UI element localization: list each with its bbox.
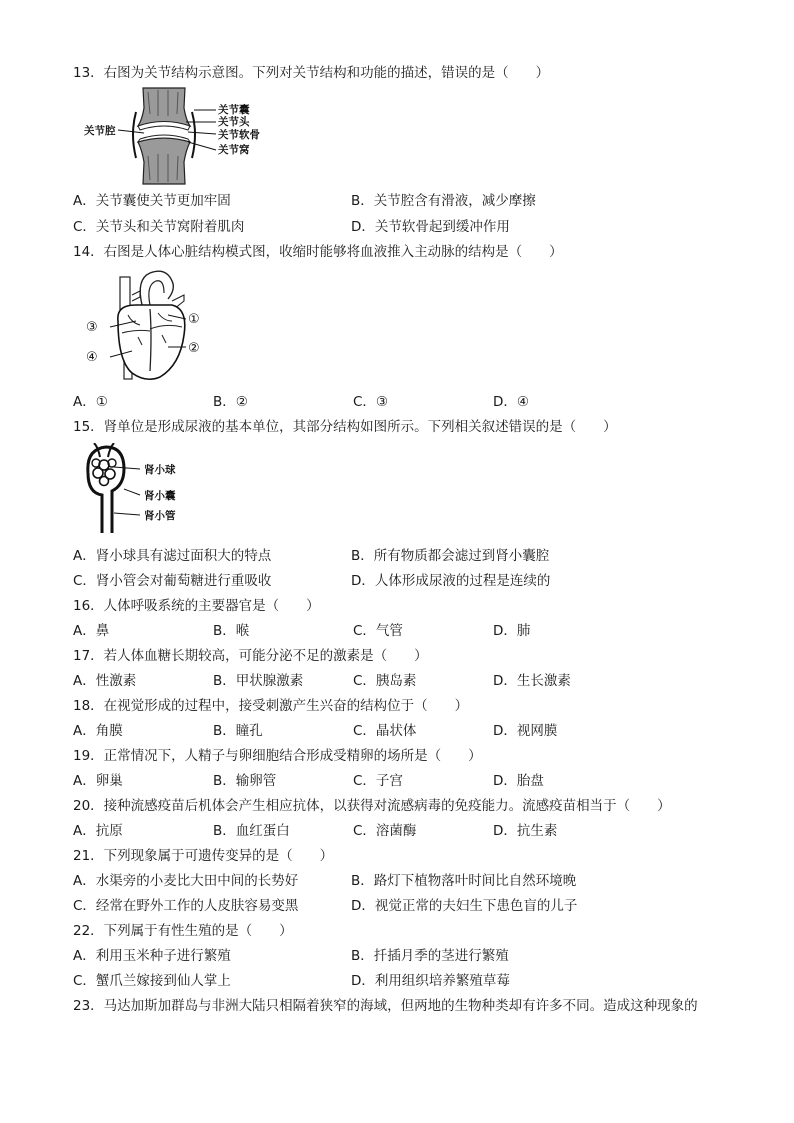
q18-option-d[interactable]: D．视网膜 xyxy=(493,723,558,739)
label-renal-capsule: 肾小囊 xyxy=(144,490,176,502)
label-joint-head: 关节头 xyxy=(218,116,250,128)
joint-structure-diagram xyxy=(80,86,280,186)
question-17-stem: 17．若人体血糖长期较高，可能分泌不足的激素是（ ） xyxy=(73,648,428,664)
q18-option-b[interactable]: B．瞳孔 xyxy=(213,723,263,739)
q15-option-b[interactable]: B．所有物质都会滤过到肾小囊腔 xyxy=(351,548,550,564)
q14-option-c[interactable]: C．③ xyxy=(353,394,389,410)
q22-option-c[interactable]: C．蟹爪兰嫁接到仙人掌上 xyxy=(73,973,231,989)
q20-option-c[interactable]: C．溶菌酶 xyxy=(353,823,417,839)
q18-option-a[interactable]: A．角膜 xyxy=(73,723,123,739)
q14-option-a[interactable]: A．① xyxy=(73,394,108,410)
q20-option-b[interactable]: B．血红蛋白 xyxy=(213,823,290,839)
q22-option-d[interactable]: D．利用组织培养繁殖草莓 xyxy=(351,973,510,989)
question-13-stem: 13．右图为关节结构示意图。下列对关节结构和功能的描述，错误的是（ ） xyxy=(73,65,550,81)
label-glomerulus: 肾小球 xyxy=(144,464,176,476)
q19-option-a[interactable]: A．卵巢 xyxy=(73,773,123,789)
q13-option-c[interactable]: C．关节头和关节窝附着肌肉 xyxy=(73,219,245,235)
heart-structure-diagram xyxy=(80,265,210,385)
question-21-stem: 21．下列现象属于可遗传变异的是（ ） xyxy=(73,848,334,864)
q20-option-d[interactable]: D．抗生素 xyxy=(493,823,558,839)
q16-option-b[interactable]: B．喉 xyxy=(213,623,250,639)
label-joint-cavity: 关节腔 xyxy=(84,125,116,137)
label-joint-cartilage: 关节软骨 xyxy=(218,129,260,141)
label-joint-capsule: 关节囊 xyxy=(218,104,250,116)
q22-option-b[interactable]: B．扦插月季的茎进行繁殖 xyxy=(351,948,509,964)
question-18-stem: 18．在视觉形成的过程中，接受刺激产生兴奋的结构位于（ ） xyxy=(73,698,469,714)
question-19-stem: 19．正常情况下，人精子与卵细胞结合形成受精卵的场所是（ ） xyxy=(73,748,482,764)
q17-option-a[interactable]: A．性激素 xyxy=(73,673,137,689)
label-1: ① xyxy=(188,312,200,327)
q16-option-a[interactable]: A．鼻 xyxy=(73,623,110,639)
label-3: ③ xyxy=(86,320,98,335)
q21-option-b[interactable]: B．路灯下植物落叶时间比自然环境晚 xyxy=(351,873,577,889)
q16-option-d[interactable]: D．肺 xyxy=(493,623,531,639)
label-2: ② xyxy=(188,341,200,356)
label-renal-tubule: 肾小管 xyxy=(144,510,176,522)
question-16-stem: 16．人体呼吸系统的主要器官是（ ） xyxy=(73,598,320,614)
q19-option-c[interactable]: C．子宫 xyxy=(353,773,403,789)
q14-option-d[interactable]: D．④ xyxy=(493,394,529,410)
q16-option-c[interactable]: C．气管 xyxy=(353,623,403,639)
question-22-stem: 22．下列属于有性生殖的是（ ） xyxy=(73,923,293,939)
question-14-stem: 14．右图是人体心脏结构模式图，收缩时能够将血液推入主动脉的结构是（ ） xyxy=(73,244,563,260)
question-23-stem: 23．马达加斯加群岛与非洲大陆只相隔着狭窄的海域，但两地的生物种类却有许多不同。造成这种现象的 xyxy=(73,998,698,1014)
q17-option-b[interactable]: B．甲状腺激素 xyxy=(213,673,304,689)
q13-option-b[interactable]: B．关节腔含有滑液，减少摩擦 xyxy=(351,193,536,209)
label-4: ④ xyxy=(86,350,98,365)
q21-option-a[interactable]: A．水渠旁的小麦比大田中间的长势好 xyxy=(73,873,299,889)
q14-option-b[interactable]: B．② xyxy=(213,394,248,410)
label-joint-socket: 关节窝 xyxy=(218,144,250,156)
q18-option-c[interactable]: C．晶状体 xyxy=(353,723,417,739)
q19-option-d[interactable]: D．胎盘 xyxy=(493,773,544,789)
q22-option-a[interactable]: A．利用玉米种子进行繁殖 xyxy=(73,948,231,964)
q15-option-a[interactable]: A．肾小球具有滤过面积大的特点 xyxy=(73,548,272,564)
q17-option-c[interactable]: C．胰岛素 xyxy=(353,673,417,689)
q21-option-d[interactable]: D．视觉正常的夫妇生下患色盲的儿子 xyxy=(351,898,578,914)
q20-option-a[interactable]: A．抗原 xyxy=(73,823,123,839)
q21-option-c[interactable]: C．经常在野外工作的人皮肤容易变黑 xyxy=(73,898,299,914)
question-20-stem: 20．接种流感疫苗后机体会产生相应抗体，以获得对流感病毒的免疫能力。流感疫苗相当于（ ） xyxy=(73,798,671,814)
q15-option-d[interactable]: D．人体形成尿液的过程是连续的 xyxy=(351,573,551,589)
question-15-stem: 15．肾单位是形成尿液的基本单位，其部分结构如图所示。下列相关叙述错误的是（ ） xyxy=(73,419,617,435)
nephron-structure-diagram xyxy=(74,443,204,535)
q19-option-b[interactable]: B．输卵管 xyxy=(213,773,277,789)
q13-option-a[interactable]: A．关节囊使关节更加牢固 xyxy=(73,193,231,209)
q13-option-d[interactable]: D．关节软骨起到缓冲作用 xyxy=(351,219,510,235)
q15-option-c[interactable]: C．肾小管会对葡萄糖进行重吸收 xyxy=(73,573,272,589)
q17-option-d[interactable]: D．生长激素 xyxy=(493,673,571,689)
